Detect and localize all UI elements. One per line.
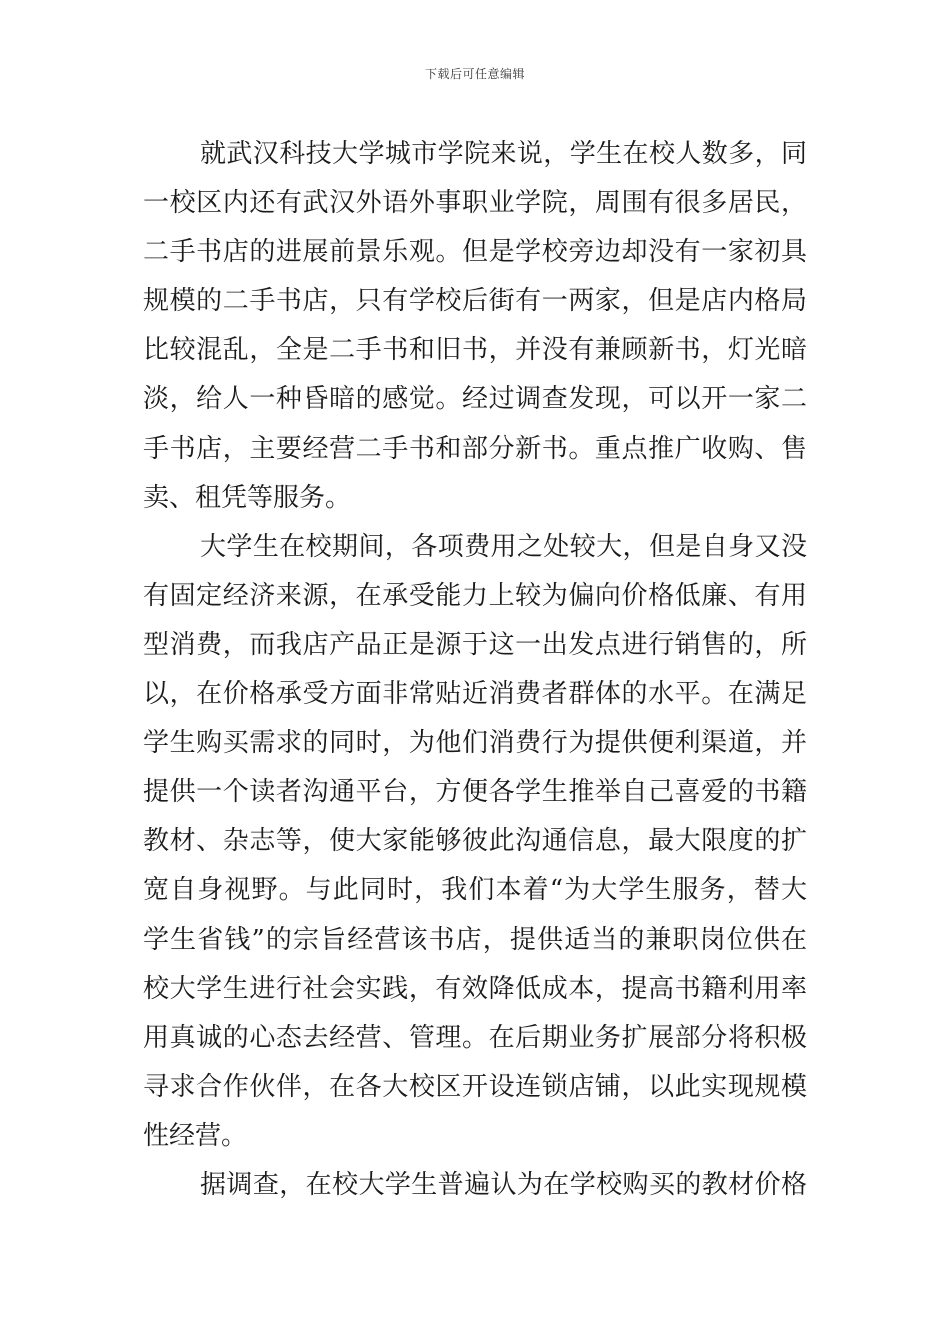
text-line: 寻求合作伙伴，在各大校区开设连锁店铺，以此实现规模 [143,1071,807,1102]
text-line: 教材、杂志等，使大家能够彼此沟通信息，最大限度的扩 [143,826,807,857]
text-line: 型消费，而我店产品正是源于这一出发点进行销售的，所 [143,629,807,660]
text-line: 就武汉科技大学城市学院来说，学生在校人数多，同 [200,139,807,169]
text-line: 一校区内还有武汉外语外事职业学院，周围有很多居民， [143,188,807,219]
text-line: 据调查，在校大学生普遍认为在学校购买的教材价格 [200,1169,807,1200]
text-line: 二手书店的进展前景乐观。但是学校旁边却没有一家初具 [143,237,807,268]
text-line: 宽自身视野。与此同时，我们本着“为大学生服务，替大 [143,875,807,906]
paragraph-1 [143,130,807,523]
text-line: 学生购买需求的同时，为他们消费行为提供便利渠道，并 [143,728,807,759]
text-line: 校大学生进行社会实践，有效降低成本，提高书籍利用率 [143,973,807,1004]
text-line: 用真诚的心态去经营、管理。在后期业务扩展部分将积极 [143,1022,807,1053]
text-line: 提供一个读者沟通平台，方便各学生推举自己喜爱的书籍 [143,777,807,808]
text-line: 性经营。 [143,1120,248,1151]
text-line: 大学生在校期间，各项费用之处较大，但是自身又没 [200,531,807,562]
text-line: 卖、租凭等服务。 [143,482,352,513]
paragraph-3 [143,1161,807,1210]
text-line: 有固定经济来源，在承受能力上较为偏向价格低廉、有用 [143,580,807,611]
text-line: 比较混乱，全是二手书和旧书，并没有兼顾新书，灯光暗 [143,335,807,366]
text-line: 学生省钱”的宗旨经营该书店，提供适当的兼职岗位供在 [143,924,807,955]
text-line: 以，在价格承受方面非常贴近消费者群体的水平。在满足 [143,679,807,710]
paragraph-2 [143,523,807,1161]
document-body [143,130,807,1210]
text-line: 规模的二手书店，只有学校后街有一两家，但是店内格局 [143,286,807,317]
text-line: 淡，给人一种昏暗的感觉。经过调查发现，可以开一家二 [143,384,807,415]
text-line: 手书店，主要经营二手书和部分新书。重点推广收购、售 [143,433,807,464]
page-header: 下载后可任意编辑 [424,67,525,81]
